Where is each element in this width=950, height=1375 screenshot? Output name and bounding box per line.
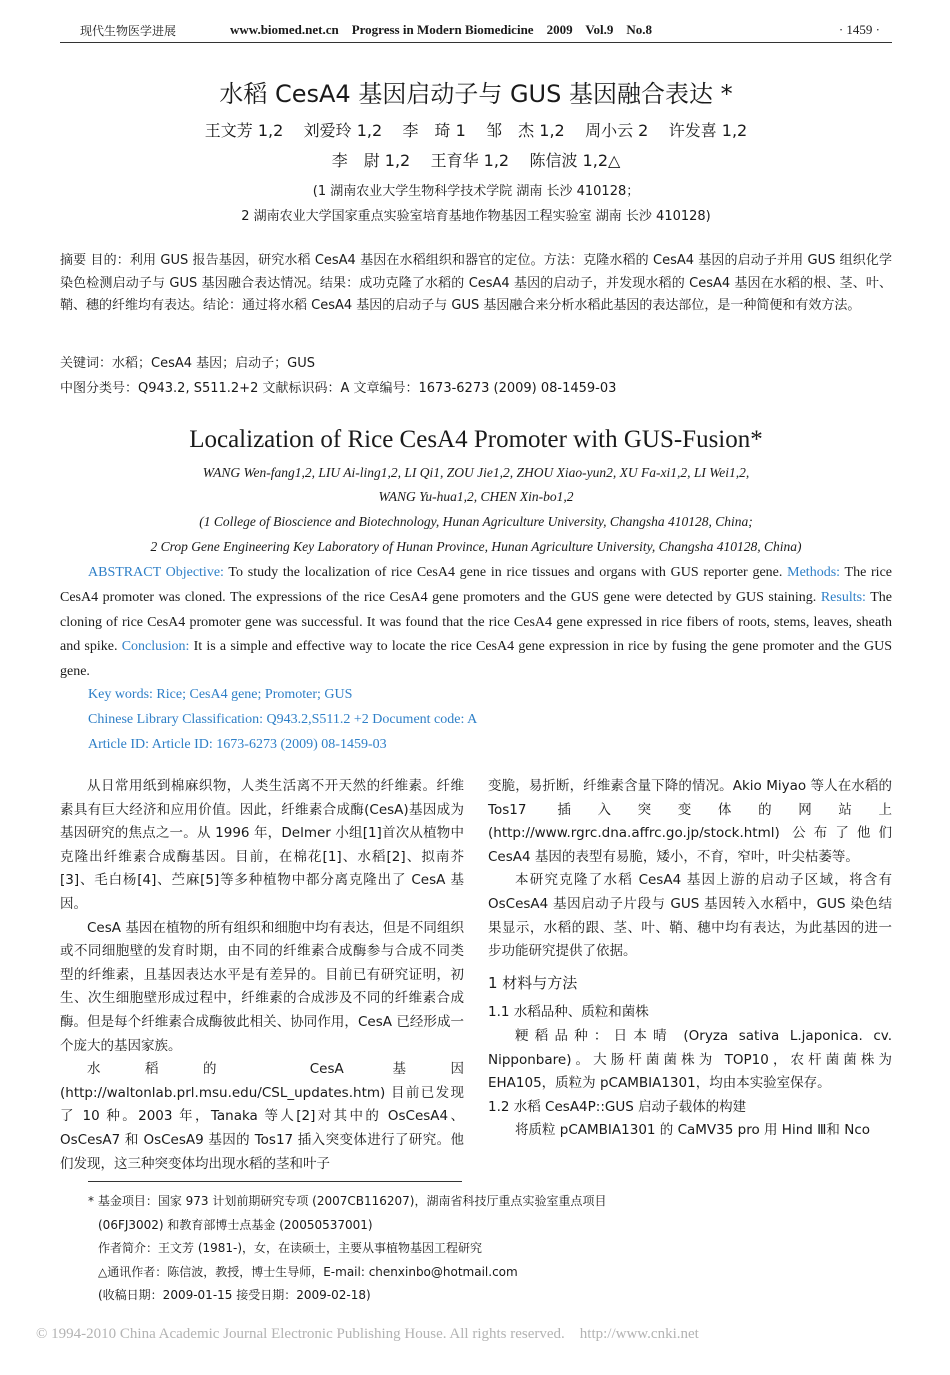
author-cn: 周小云 2 [585,121,649,140]
footnote-author-bio: 作者简介：王文芳 (1981-)，女，在读硕士，主要从事植物基因工程研究 [98,1241,483,1255]
paragraph: CesA 基因在植物的所有组织和细胞中均有表达，但是不同组织或不同细胞壁的发育时期，由不同的纤维素合成酶参与合成不同类型的纤维素，且基因表达水平是有差异的。目前已有研究证明，初生、次生细胞壁形成过程中，纤维素的合成涉及不同的纤维素合成酶。但是每个纤维素合成酶彼此相关、协同作用，CesA 已经形成一个庞大的基因家族。 [60,919,464,1054]
journal-info: www.biomed.net.cn Progress in Modern Biomedicine 2009 Vol.9 No.8 [230,22,653,37]
footnote-funding-cont: (06FJ3002) 和教育部博士点基金 (20050537001) [98,1217,373,1232]
author-cn: 邹 杰 1,2 [486,121,565,140]
author-cn: 李 琦 1 [402,121,466,140]
copyright-line: © 1994-2010 China Academic Journal Electronic Publishing House. All rights reserved. http://www.cnki.net [36,1326,699,1342]
subsection-heading: 1.1 水稻品种、质粒和菌株 [488,1004,649,1021]
page-number: · 1459 · [838,22,880,37]
body-left-column [60,775,464,1176]
paragraph: 粳稻品种：日本晴 (Oryza sativa L.japonica. cv. Nipponbare)。大肠杆菌菌株为 TOP10，农杆菌菌株为 EHA105，质粒为 pCAMBIA1301，均由本实验室保存。 [488,1027,892,1092]
affiliation-cn-2: 2 湖南农业大学国家重点实验室培育基地作物基因工程实验室 湖南 长沙 410128) [241,209,711,224]
affiliation-en-2: 2 Crop Gene Engineering Key Laboratory of Hunan Province, Hunan Agriculture University, Changsha 410128, China) [150,539,802,554]
body-right-column [488,775,892,1143]
footnotes [88,1190,607,1308]
author-cn: 王文芳 1,2 [204,121,284,140]
affiliation-cn-1: (1 湖南农业大学生物科学技术学院 湖南 长沙 410128； [312,184,640,199]
paragraph: 从日常用纸到棉麻织物，人类生活离不开天然的纤维素。纤维素具有巨大经济和应用价值。因此，纤维素合成酶(CesA)基因成为基因研究的焦点之一。从 1996 年，Delmer 小组[1]首次从植物中克隆出纤维素合成酶基因。目前，在棉花[1]、水稻[2]、拟南芥[3]、毛白杨[4]、苎麻[5]等多种植物中都分离克隆出了 CesA 基因。 [60,778,464,912]
keywords-cn: 关键词：水稻；CesA4 基因；启动子；GUS [60,356,315,371]
methods-label: Methods: [787,565,841,580]
classification-cn: 中图分类号：Q943.2, S511.2+2 文献标识码：A 文章编号：1673-6273 (2009) 08-1459-03 [60,381,617,396]
paragraph: 本研究克隆了水稻 CesA4 基因上游的启动子区域，将含有 OsCesA4 基因启动子片段与 GUS 基因转入水稻中，GUS 染色结果显示，水稻的跟、茎、叶、鞘、穗中均有表达，为此基因的进一步功能研究提供了依据。 [488,872,892,960]
subsection-heading: 1.2 水稻 CesA4P::GUS 启动子载体的构建 [488,1098,747,1115]
author-cn: 李 尉 1,2 [331,151,411,170]
classification-en: Chinese Library Classification: Q943.2,S511.2 +2 Document code: A [88,712,478,727]
abstract-label: ABSTRACT Objective: [88,565,224,580]
article-id-en: Article ID: Article ID: 1673-6273 (2009) 08-1459-03 [88,737,387,752]
affiliation-en-1: (1 College of Bioscience and Biotechnology, Hunan Agriculture University, Changsha 410128, China; [199,514,753,529]
paragraph: 将质粒 pCAMBIA1301 的 CaMV35 pro 用 Hind Ⅲ和 Nco [515,1122,871,1139]
title-en: Localization of Rice CesA4 Promoter with GUS-Fusion* [189,426,763,453]
abstract-en: ABSTRACT Objective: To study the localization of rice CesA4 gene in rice tissues and organs with GUS reporter gene. Methods: The rice CesA4 promoter was cloned. The expressions of the rice CesA4 gene promoters and the GUS gene were detected by GUS staining. Results: The cloning of rice CesA4 promoter gene was successful. It was found that the rice CesA4 gene expressed in rice fibers of roots, stems, leaves, sheath and spike. Conclusion: It is a simple and effective way to locate the rice CesA4 gene expression in rice by fusing the gene promoter and the GUS gene. [60,565,893,680]
results-label: Results: [820,589,866,605]
footnote-dates: (收稿日期：2009-01-15 接受日期：2009-02-18) [98,1288,371,1302]
authors-en-1: WANG Wen-fang1,2, LIU Ai-ling1,2, LI Qi1, ZOU Jie1,2, ZHOU Xiao-yun2, XU Fa-xi1,2, LI Wei1,2, [202,465,750,480]
title-cn: 水稻 CesA4 基因启动子与 GUS 基因融合表达 * [219,80,733,108]
paragraph: 水稻的 CesA 基因 (http://waltonlab.prl.msu.edu/CSL_updates.htm) 目前已发现了 10 种。2003 年，Tanaka 等人[2]对其中的 OsCesA4、OsCesA7 和 OsCesA9 基因的 Tos17 插入突变体进行了研究。他们发现，这三种突变体均出现水稻的茎和叶子 [60,1061,464,1172]
author-cn: 刘爱玲 1,2 [303,121,383,140]
header-rule [60,42,892,43]
footnote-rule [88,1181,462,1182]
abstract-cn: 摘要 目的：利用 GUS 报告基因，研究水稻 CesA4 基因在水稻组织和器官的定位。方法：克隆水稻的 CesA4 基因的启动子并用 GUS 组织化学染色检测启动子与 GUS 基因融合表达情况。结果：成功克隆了水稻的 CesA4 基因的启动子，并发现水稻的 CesA4 基因在水稻的根、茎、叶、鞘、穗的纤维均有表达。结论：通过将水稻 CesA4 基因的启动子与 GUS 基因融合来分析水稻此基因的表达部位，是一种简便和有效方法。 [60,253,892,313]
footnote-funding: * 基金项目：国家 973 计划前期研究专项 (2007CB116207)，湖南省科技厅重点实验室重点项目 [88,1194,607,1208]
author-cn: 许发喜 1,2 [668,121,748,140]
section-heading: 1 材料与方法 [488,973,578,992]
author-cn: 陈信波 1,2△ [529,151,621,170]
keywords-en: Key words: Rice; CesA4 gene; Promoter; GUS [88,687,353,702]
authors-en-2: WANG Yu-hua1,2, CHEN Xin-bo1,2 [378,489,574,504]
paragraph: 变脆，易折断，纤维素含量下降的情况。Akio Miyao 等人在水稻的 Tos17 插入突变体的网站上 (http://www.rgrc.dna.affrc.go.jp/stock.html) 公布了他们 CesA4 基因的表型有易脆，矮小，不育，窄叶，叶尖枯萎等。 [488,778,892,865]
authors-cn-line1 [60,118,892,141]
authors-cn-line2 [60,148,892,171]
conclusion-label: Conclusion: [121,639,190,655]
journal-name-cn: 现代生物医学进展 [80,24,177,38]
footnote-corresponding: △通讯作者：陈信波，教授，博士生导师，E-mail: chenxinbo@hotmail.com [98,1264,518,1279]
author-cn: 王育华 1,2 [430,151,510,170]
